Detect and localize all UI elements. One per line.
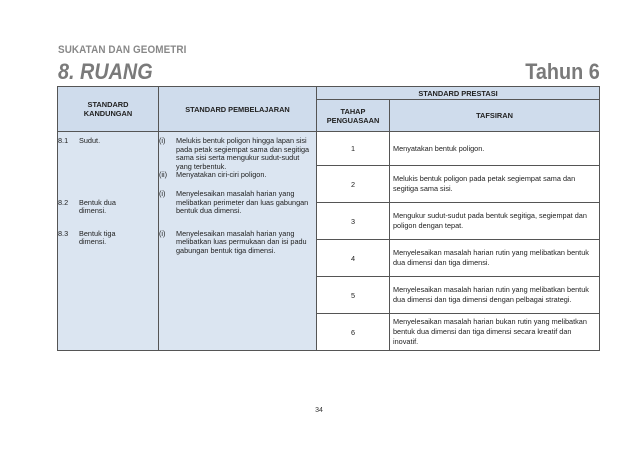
tafsiran-cell: Menyatakan bentuk poligon. (390, 132, 600, 166)
tafsiran-cell: Menyelesaikan masalah harian rutin yang melibatkan bentuk dua dimensi dan tiga dimensi. (390, 240, 600, 277)
tahap-cell: 3 (317, 203, 390, 240)
header-pembelajaran: STANDARD PEMBELAJARAN (159, 87, 317, 132)
pembelajaran-item: (i) Menyelesaikan masalah harian yang melibatkan perimeter dan luas gabungan bentuk dua dimensi. (159, 188, 309, 216)
chapter-title: 8. RUANG (58, 59, 153, 84)
header-kandungan: STANDARD KANDUNGAN (58, 87, 159, 132)
tahap-cell: 6 (317, 314, 390, 351)
year-label: Tahun 6 (525, 59, 600, 84)
standards-table (57, 86, 600, 351)
tahap-cell: 5 (317, 277, 390, 314)
tafsiran-cell: Mengukur sudut-sudut pada bentuk segitiga, segiempat dan poligon dengan tepat. (390, 203, 600, 240)
tahap-cell: 1 (317, 132, 390, 166)
tafsiran-cell: Menyelesaikan masalah harian rutin yang melibatkan bentuk dua dimensi dan tiga dimensi dengan pelbagai strategi. (390, 277, 600, 314)
tafsiran-cell: Menyelesaikan masalah harian bukan rutin yang melibatkan bentuk dua dimensi dan tiga dimensi secara kreatif dan inovatif. (390, 314, 600, 351)
pembelajaran-item: (i) Menyelesaikan masalah harian yang melibatkan luas permukaan dan isi padu gabungan bentuk tiga dimensi. (159, 228, 307, 255)
tahap-cell: 4 (317, 240, 390, 277)
tafsiran-cell: Melukis bentuk poligon pada petak segiempat sama dan segitiga sama sisi. (390, 166, 600, 203)
header-tafsiran: TAFSIRAN (390, 100, 600, 132)
kandungan-item: 8.3 Bentuk tiga dimensi. (58, 228, 116, 247)
section-label: SUKATAN DAN GEOMETRI (58, 44, 187, 56)
pembelajaran-cell (159, 132, 317, 351)
tahap-cell: 2 (317, 166, 390, 203)
kandungan-item: 8.1 Sudut. (58, 136, 101, 145)
kandungan-item: 8.2 Bentuk dua dimensi. (58, 197, 116, 216)
header-prestasi: STANDARD PRESTASI (317, 87, 600, 100)
kandungan-cell (58, 132, 159, 351)
page-number: 34 (315, 407, 323, 414)
pembelajaran-item: (ii) Menyatakan ciri-ciri poligon. (159, 170, 267, 180)
pembelajaran-item: (i) Melukis bentuk poligon hingga lapan sisi pada petak segiempat sama dan segitiga sama sisi serta mengukur sudut-sudut yang terbentuk. (159, 136, 310, 171)
header-tahap: TAHAP PENGUASAAN (317, 100, 390, 132)
